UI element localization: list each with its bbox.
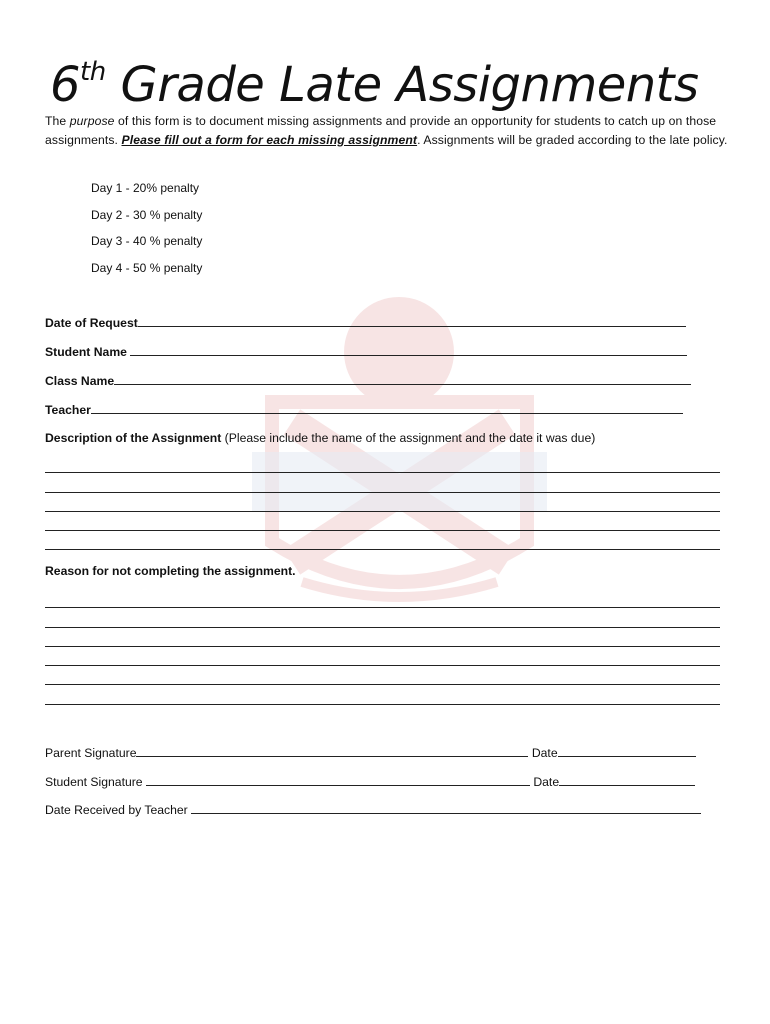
date-received-label: Date Received by Teacher [45,803,192,817]
description-heading [45,429,735,447]
teacher-line[interactable] [91,400,683,414]
penalty-item-day-1: Day 1 - 20% penalty [91,181,200,195]
date-of-request-label: Date of Request [45,316,138,330]
reason-line[interactable] [45,628,720,647]
reason-label: Reason for not completing the assignment. [45,564,296,578]
parent-signature-label: Parent Signature [45,746,137,760]
description-line[interactable] [45,493,720,512]
title-superscript: th [80,57,106,87]
student-date-line[interactable] [559,772,695,786]
penalty-item-day-3: Day 3 - 40 % penalty [91,234,203,249]
date-of-request-line[interactable] [138,313,686,327]
late-penalty-list [91,179,202,285]
teacher-field[interactable] [45,400,735,419]
description-line[interactable] [45,454,720,473]
class-name-label: Class Name [45,374,115,388]
date-received-line[interactable] [191,800,701,814]
date-of-request-field[interactable] [45,313,735,332]
student-signature-field[interactable] [45,772,695,791]
description-line[interactable] [45,512,720,531]
description-hint: (Please include the name of the assignment and the date it was due) [221,431,596,445]
date-received-field[interactable] [45,800,701,819]
reason-line[interactable] [45,589,720,608]
student-name-label: Student Name [45,345,131,359]
teacher-label: Teacher [45,403,91,417]
class-name-line[interactable] [114,371,691,385]
page-title: 6th Grade Late Assignments [50,57,699,113]
student-name-line[interactable] [130,342,687,356]
parent-date-label: Date [528,746,558,760]
class-name-field[interactable] [45,371,735,390]
intro-paragraph: The purpose of this form is to document missing assignments and provide an opportunity for students to catch up on those assignments. Please fill out a form for each missing assignment. Assignments will be graded according to the late policy. [45,114,728,147]
description-label: Description of the Assignment [45,431,222,445]
parent-signature-field[interactable] [45,743,696,762]
penalty-item-day-4: Day 4 - 50 % penalty [91,260,203,275]
student-date-label: Date [529,775,560,789]
reason-line[interactable] [45,647,720,666]
reason-heading [45,562,735,580]
description-lines[interactable] [45,454,720,550]
reason-line[interactable] [45,685,720,704]
reason-line[interactable] [45,666,720,685]
penalty-item-day-2: Day 2 - 30 % penalty [91,207,203,222]
intro-emphasis: Please fill out a form for each missing assignment [121,133,418,147]
description-line[interactable] [45,473,720,492]
reason-line[interactable] [45,608,720,627]
parent-date-line[interactable] [558,743,696,757]
reason-lines[interactable] [45,589,720,705]
student-name-field[interactable] [45,342,735,361]
student-signature-line[interactable] [146,772,530,786]
purpose-word: purpose [69,114,115,128]
student-signature-label: Student Signature [45,775,146,789]
description-line[interactable] [45,531,720,550]
parent-signature-line[interactable] [136,743,528,757]
